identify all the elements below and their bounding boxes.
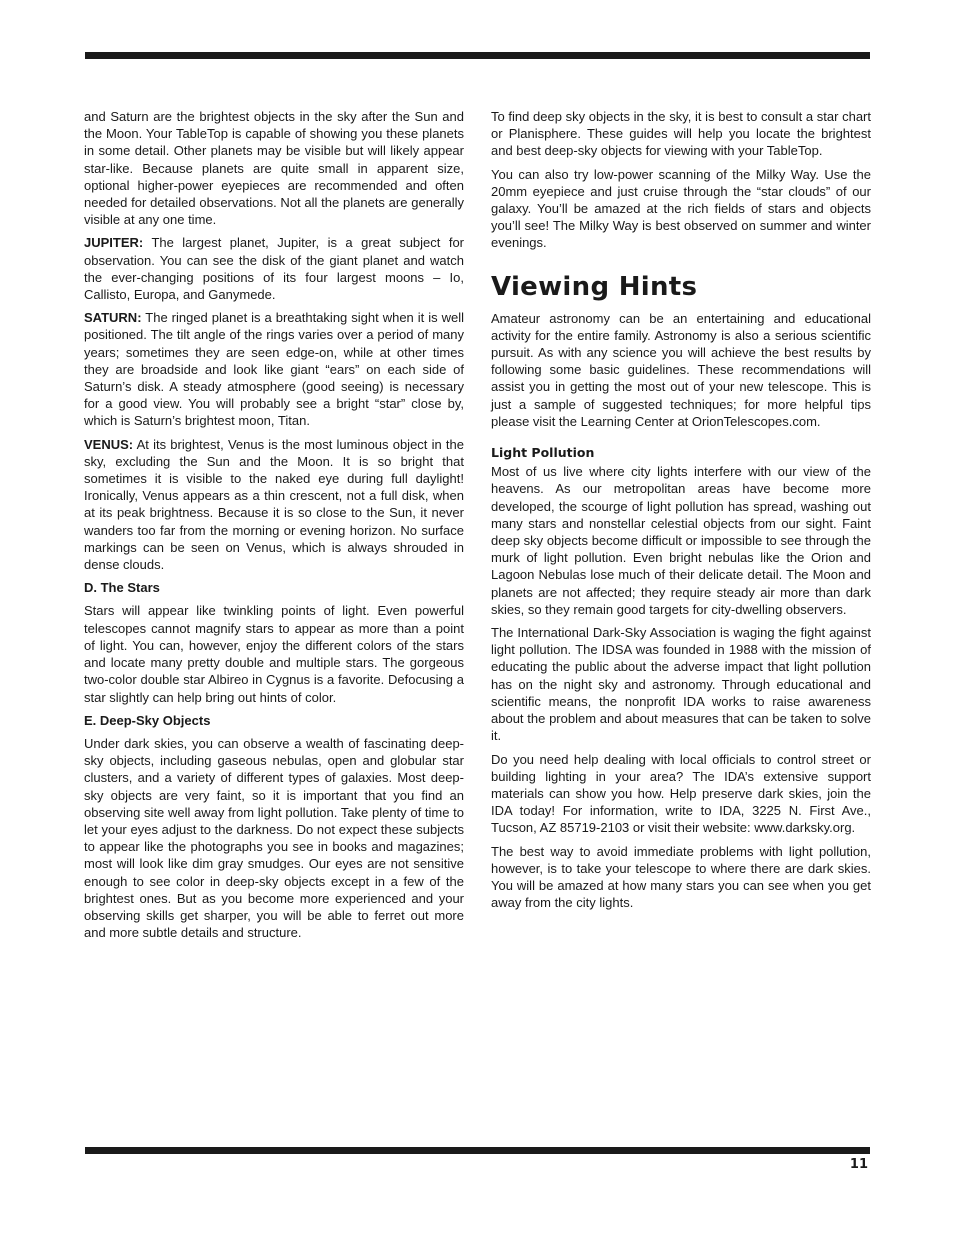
saturn-text: The ringed planet is a breathtaking sight when it is well positioned. The tilt angle of the rings varies over a period of many years; sometimes they are seen edge-on, while at other times they are broadside and look like giant “ears” on each side of Saturn’s disk. A steady atmosphere (good seeing) is necessary for a good view. You will probably see a bright “star” close by, which is Saturn’s brightest moon, Titan.: [84, 310, 464, 429]
light-pollution-paragraph-2: The International Dark-Sky Association is waging the fight against light pollution. The IDSA was founded in 1988 with the mission of educating the public about the adverse impact that light pollution has on the night sky and astronomy. Through educational and scientific means, the nonprofit IDA works to raise awareness about the problem and about measures that can be taken to solve it.: [491, 625, 871, 744]
header-rule: [85, 52, 870, 59]
deep-sky-paragraph: Under dark skies, you can observe a wealth of fascinating deep-sky objects, including gaseous nebulas, open and globular star clusters, and a variety of different types of galaxies. Most deep-sky objects are very faint, so it is important that you find an observing site well away from light pollution. Take plenty of time to let your eyes adjust to the darkness. Do not expect these subjects to appear like the photographs you see in books and magazines; most will look like dim gray smudges. Our eyes are not sensitive enough to see color in deep-sky objects except in a few of the brightest ones. But as you become more experienced and your observing skills get sharper, you will be able to ferret out more and more subtle details and structure.: [84, 735, 464, 941]
deep-sky-charts-paragraph: To find deep sky objects in the sky, it is best to consult a star chart or Planisphere. These guides will help you locate the brightest and best deep-sky objects for viewing with your TableTop.: [491, 109, 871, 159]
saturn-label: SATURN:: [84, 310, 142, 326]
deep-sky-heading: E. Deep-Sky Objects: [84, 712, 211, 728]
right-column: [491, 108, 871, 917]
jupiter-paragraph: [84, 234, 464, 303]
venus-paragraph: [84, 436, 464, 574]
viewing-hints-intro: Amateur astronomy can be an entertaining and educational activity for the entire family. Astronomy is also a serious scientific pursuit. As with any science you will achieve the best results by following some basic guidelines. These recommendations will assist you in getting the most out of your new telescope. This is just a sample of suggested techniques; for more helpful tips please visit the Learning Center at OrionTelescopes.com.: [491, 310, 871, 429]
planets-intro-paragraph: and Saturn are the brightest objects in the sky after the Sun and the Moon. Your TableTop is capable of showing you these planets in some detail. Other planets may be visible but will likely appear star-like. Because planets are quite small in apparent size, optional higher-power eyepieces are recommended and often needed for detailed observations. Not all the planets are generally visible at any one time.: [84, 109, 464, 228]
page-number: 11: [849, 1157, 868, 1172]
milky-way-paragraph: You can also try low-power scanning of the Milky Way. Use the 20mm eyepiece and just cruise through the “star clouds” of our galaxy. You’ll be amazed at the rich fields of stars and objects you’ll see! The Milky Way is best observed on summer and winter evenings.: [491, 166, 871, 251]
venus-text: At its brightest, Venus is the most luminous object in the sky, excluding the Sun and the Moon. It is so bright that sometimes it is visible to the naked eye during full daylight! Ironically, Venus appears as a thin crescent, not a full disk, when at its peak brightness. Because it is so close to the Sun, it never wanders too far from the morning or evening horizon. No surface markings can be seen on Venus, which is always shrouded in dense clouds.: [84, 436, 464, 573]
light-pollution-heading: Light Pollution: [491, 445, 595, 461]
left-column: [84, 108, 464, 947]
light-pollution-paragraph-1: Most of us live where city lights interfere with our view of the heavens. As our metropolitan areas have become more developed, the scourge of light pollution has spread, washing out many stars and nonstellar celestial objects from our sight. Faint deep sky objects become difficult or impossible to see through the murk of light pollution. Even bright nebulas like the Orion and Lagoon Nebulas lose much of their delicate detail. The Moon and planets are not affected; they require steady air more than dark skies, so they remain good targets for city-dwelling observers.: [491, 464, 871, 617]
saturn-paragraph: [84, 309, 464, 429]
venus-label: VENUS:: [84, 436, 134, 452]
viewing-hints-title: Viewing Hints: [491, 271, 698, 302]
stars-heading: D. The Stars: [84, 580, 160, 596]
jupiter-text: The largest planet, Jupiter, is a great subject for observation. You can see the disk of the giant planet and watch the ever-changing positions of its four largest moons – Io, Callisto, Europa, and Ganymede.: [84, 235, 464, 303]
footer-rule: [85, 1147, 870, 1154]
jupiter-label: JUPITER:: [84, 235, 144, 251]
light-pollution-paragraph-4: The best way to avoid immediate problems with light pollution, however, is to take your telescope to where there are dark skies. You will be amazed at how many stars you can see when you get away from the city lights.: [491, 843, 871, 911]
stars-paragraph: Stars will appear like twinkling points of light. Even powerful telescopes cannot magnify stars to appear as more than a point of light. You can, however, enjoy the different colors of the stars and locate many pretty double and multiple stars. The gorgeous two-color double star Albireo in Cygnus is a favorite. Defocusing a star slightly can help bring out hints of color.: [84, 603, 464, 705]
light-pollution-paragraph-3: Do you need help dealing with local officials to control street or building lighting in your area? The IDA’s extensive support materials can show you how. Help preserve dark skies, join the IDA today! For information, write to IDA, 3225 N. First Ave., Tucson, AZ 85719-2103 or visit their website: www.darksky.org.: [491, 751, 871, 836]
